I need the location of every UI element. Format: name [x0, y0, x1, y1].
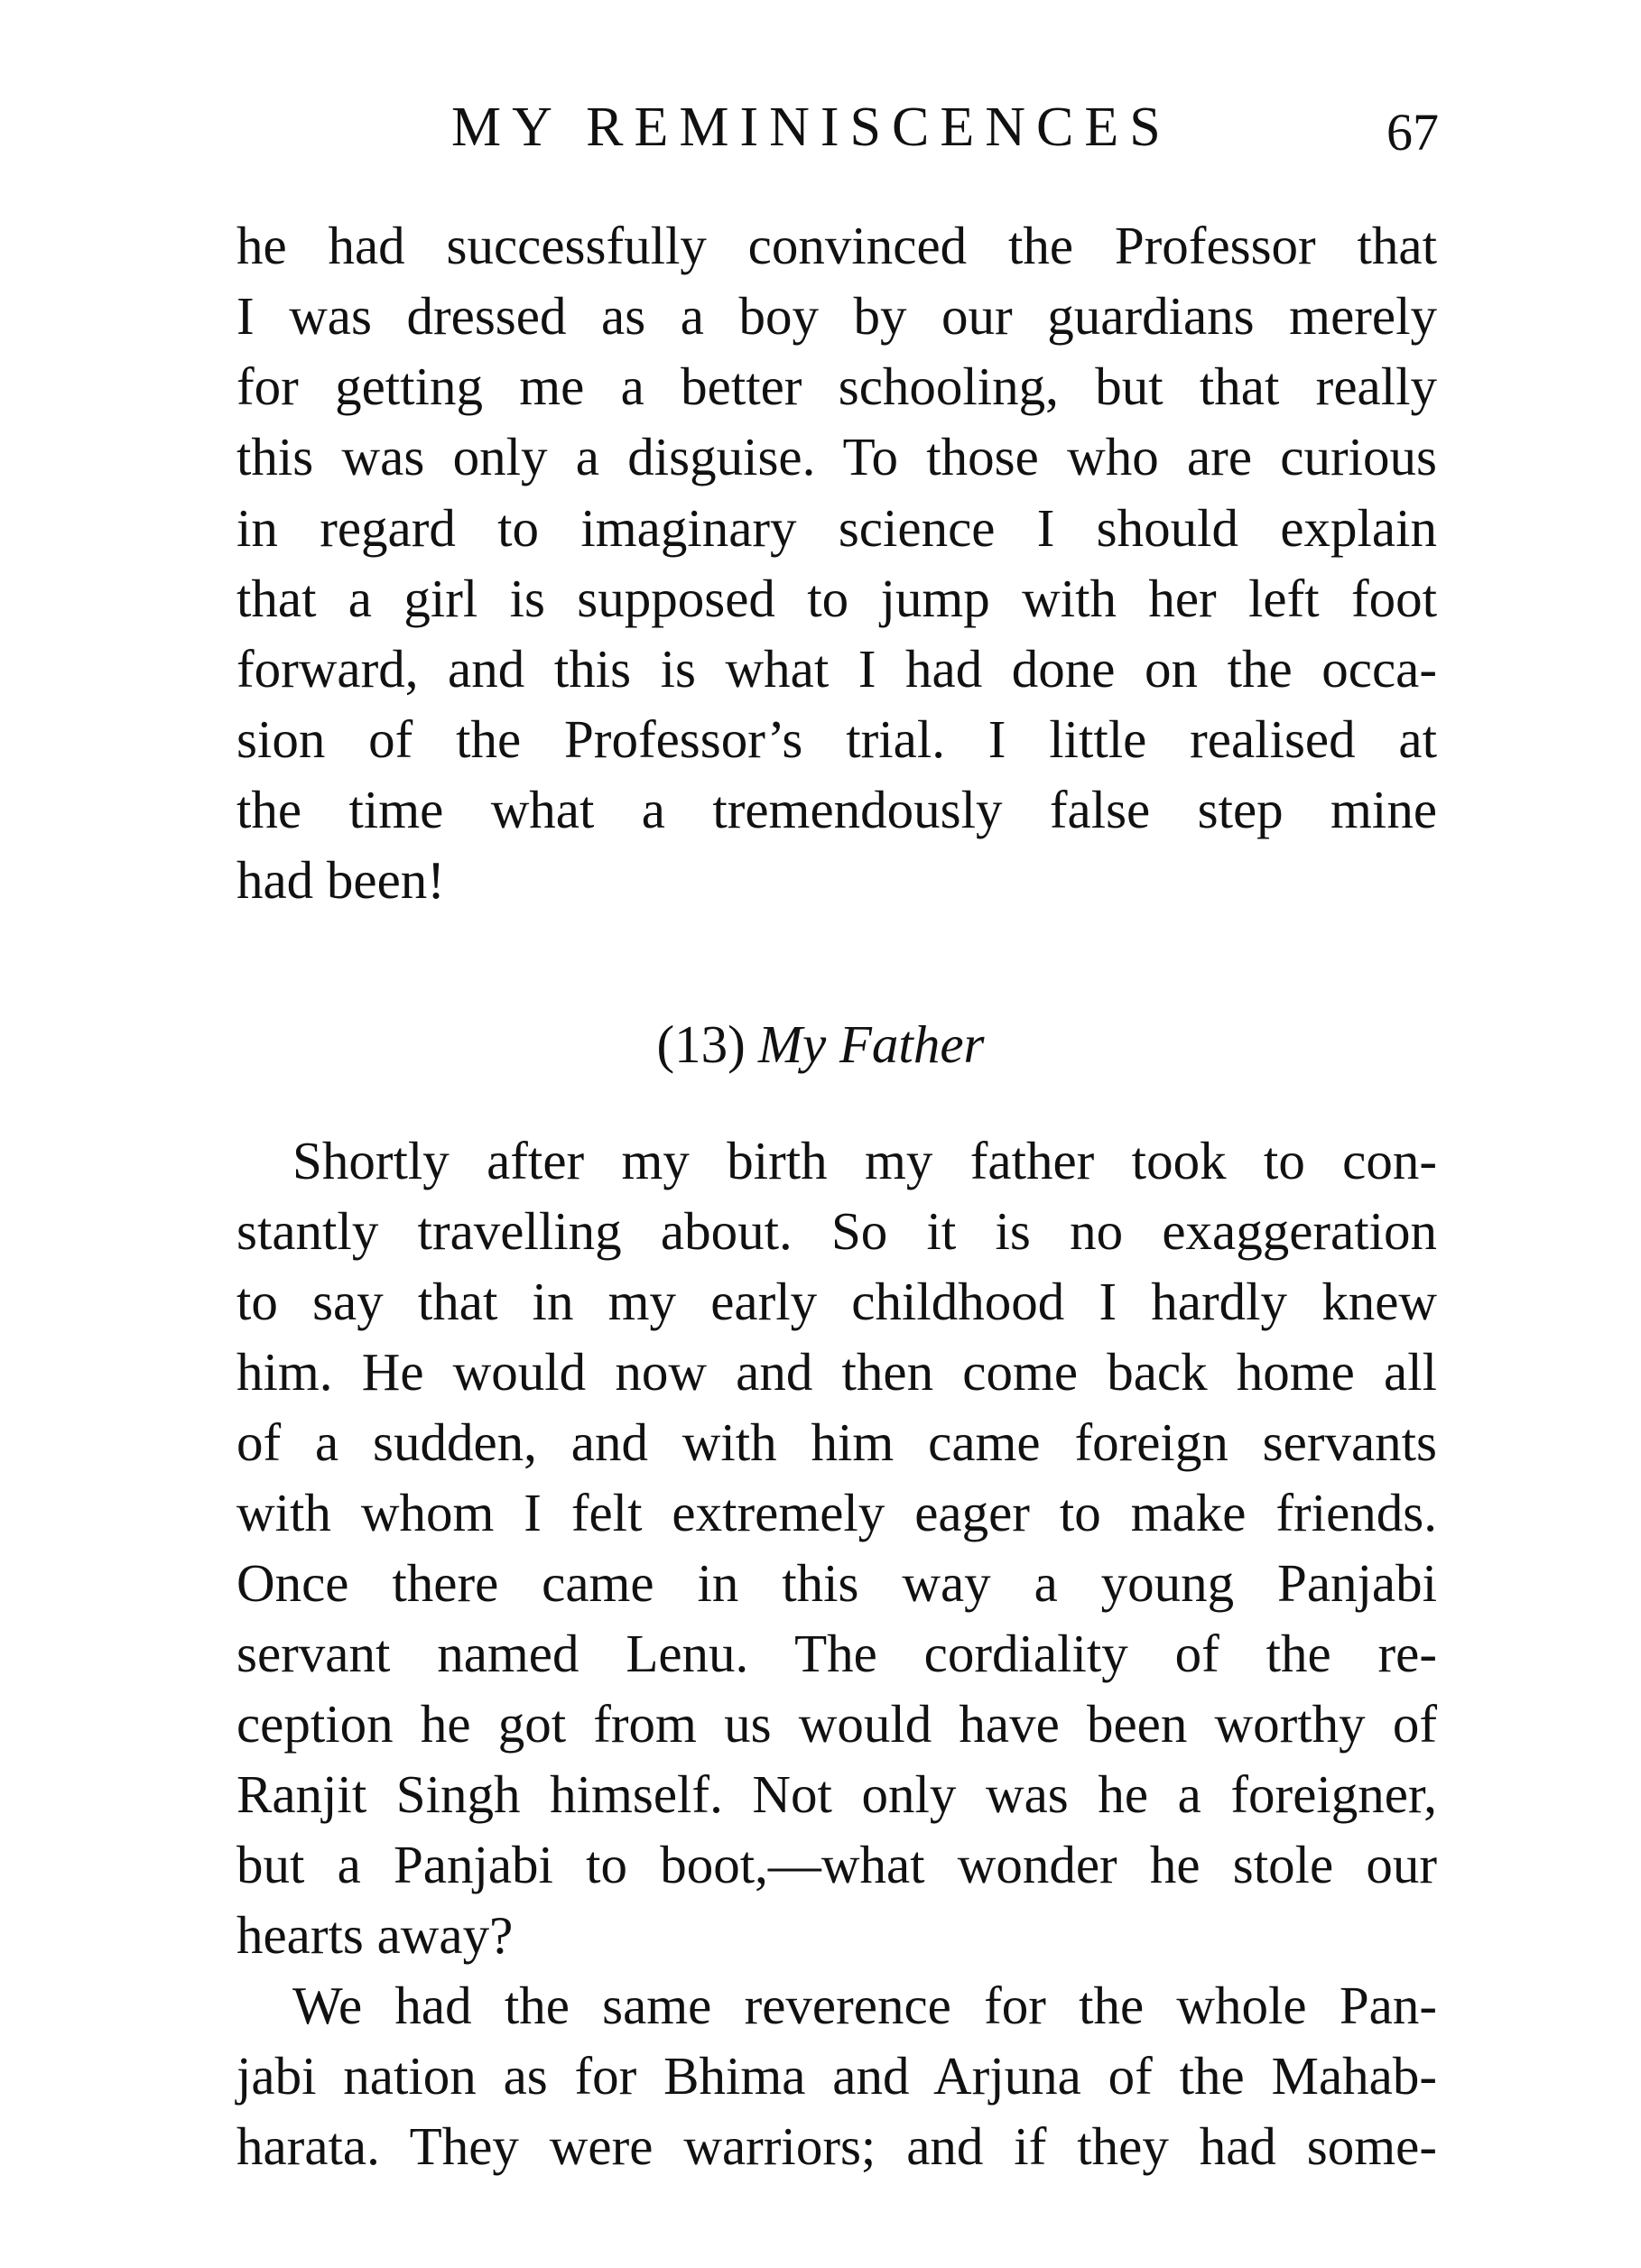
paragraph1-line: sion of the Professor’s trial. I little realised at [236, 709, 1437, 769]
section-number: (13) [656, 1014, 746, 1074]
paragraph2-line: him. He would now and then come back home all [236, 1342, 1437, 1402]
paragraph1-line: the time what a tremendously false step mine [236, 780, 1437, 839]
paragraph2-line: with whom I felt extremely eager to make friends. [236, 1483, 1437, 1542]
paragraph1-line: I was dressed as a boy by our guardians merely [236, 286, 1437, 346]
paragraph2-line: to say that in my early childhood I hardly knew [236, 1272, 1437, 1331]
paragraph1-line: he had successfully convinced the Professor that [236, 216, 1437, 275]
paragraph3-line: jabi nation as for Bhima and Arjuna of the Mahab- [236, 2046, 1437, 2106]
paragraph2-line: hearts away? [236, 1905, 514, 1965]
paragraph2-line: but a Panjabi to boot,—what wonder he stole our [236, 1835, 1437, 1894]
paragraph2-line: Once there came in this way a young Panjabi [236, 1553, 1437, 1613]
paragraph2-line: servant named Lenu. The cordiality of the re- [236, 1624, 1437, 1683]
paragraph2-line: of a sudden, and with him came foreign servants [236, 1412, 1437, 1472]
paragraph3-line: We had the same reverence for the whole Pan- [292, 1976, 1437, 2035]
paragraph1-line: in regard to imaginary science I should explain [236, 498, 1437, 558]
page-number: 67 [1386, 103, 1439, 162]
paragraph1-line: forward, and this is what I had done on the occa- [236, 639, 1437, 699]
paragraph2-line: Ranjit Singh himself. Not only was he a foreigner, [236, 1764, 1437, 1824]
paragraph2-line: ception he got from us would have been worthy of [236, 1694, 1437, 1754]
paragraph1-line: that a girl is supposed to jump with her left foot [236, 569, 1437, 628]
paragraph1-line: this was only a disguise. To those who are curious [236, 427, 1437, 486]
paragraph1-line: for getting me a better schooling, but that really [236, 356, 1437, 416]
running-title: MY REMINISCENCES [451, 97, 1172, 158]
paragraph2-line: stantly travelling about. So it is no exaggeration [236, 1201, 1437, 1261]
section-heading [0, 1014, 1641, 1074]
paragraph2-line: Shortly after my birth my father took to con- [292, 1131, 1437, 1190]
paragraph3-line: harata. They were warriors; and if they had some- [236, 2116, 1437, 2176]
paragraph1-line: had been! [236, 850, 445, 910]
section-title: My Father [757, 1014, 985, 1074]
